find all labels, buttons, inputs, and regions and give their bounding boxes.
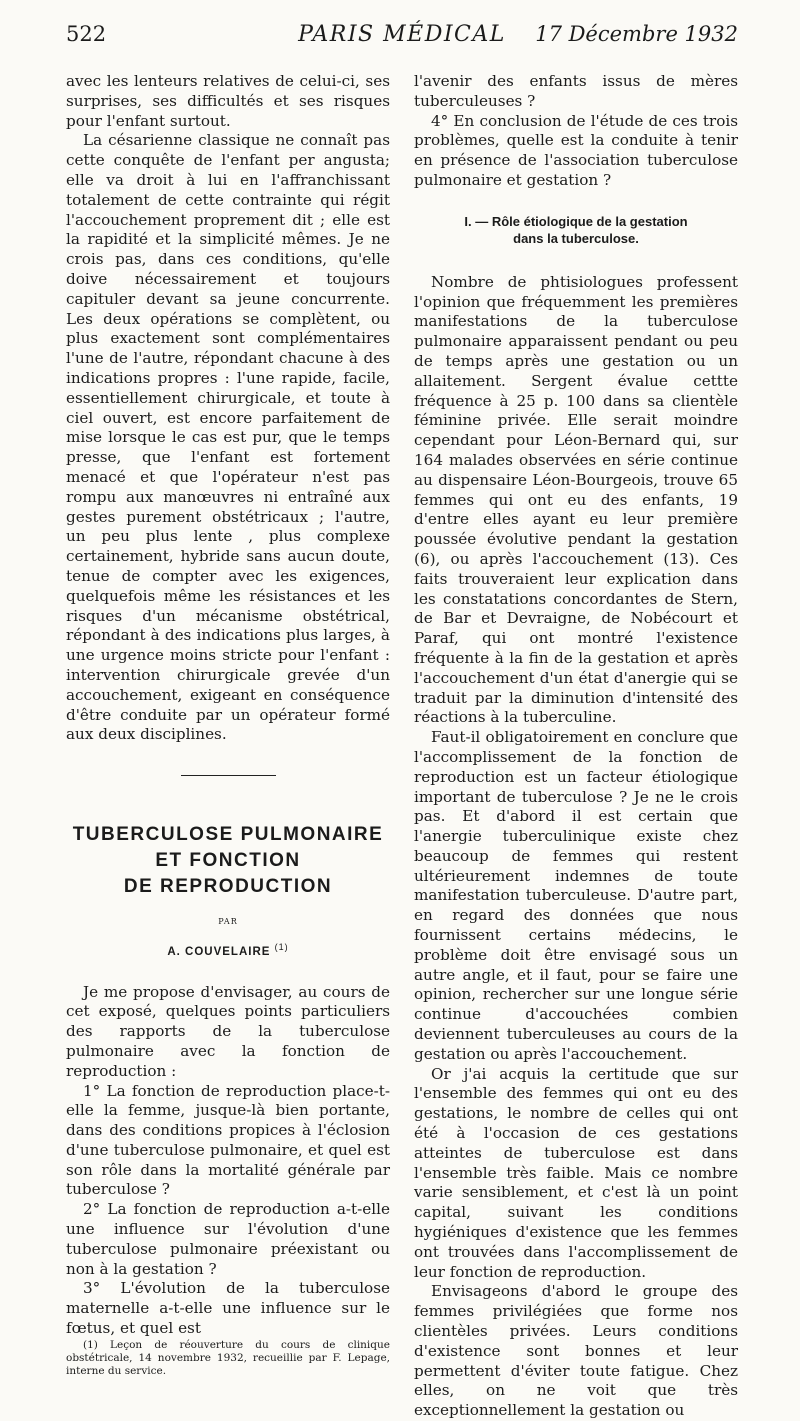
article-title-line-3: DE REPRODUCTION [123, 876, 333, 898]
page-number: 522 [66, 22, 107, 46]
left-paragraph-6: 3° L'évolution de la tuberculose maternelle a-t-elle une influence sur le fœtus, et quel est [66, 1279, 390, 1338]
article-title-line-2: ET FONCTION [155, 850, 301, 872]
byline-par: PAR [218, 917, 238, 927]
left-paragraph-1: avec les lenteurs relatives de celui-ci, ses surprises, ses difficultés et ses risques pour l'enfant surtout. [66, 72, 390, 130]
issue-date: 17 Décembre 1932 [535, 22, 738, 46]
left-paragraph-2: La césarienne classique ne connaît pas cette conquête de l'enfant per angusta; elle va droit à lui en l'affranchissant totalement de cette contrainte qui régit l'accouchement proprement dit ; elle est la rapidité et la simplicité mêmes. Je ne crois pas, dans ces conditions, qu'elle doive nécessairement et toujours capituler devant sa jeune concurrente. Les deux opérations se complètent, ou plus exactement sont complémentaires l'une de l'autre, répondant chacune à des indications propres : l'une rapide, facile, essentiellement chirurgicale, et toute à ciel ouvert, est encore parfaitement de mise lorsque le cas est pur, que le temps presse, que l'enfant est fortement menacé et que l'opérateur n'est pas rompu aux manœuvres ni entraîné aux gestes purement obstétricaux ; l'autre, un peu plus lente , plus complexe certainement, hybride sans aucun doute, tenue de compter avec les exigences, quelquefois même les résistances et les risques d'un mécanisme obstétrical, répondant à des indications plus larges, à une urgence moins stricte pour l'enfant : intervention chirurgicale grevée d'un accouchement, exigeant en conséquence d'être conduite par un opérateur formé aux deux disciplines. [66, 131, 390, 744]
left-paragraph-3: Je me propose d'envisager, au cours de cet exposé, quelques points particuliers des rapports de la tuberculose pulmonaire avec la fonction de reproduction : [66, 982, 390, 1080]
right-column [414, 72, 738, 1421]
right-paragraph-4: Faut-il obligatoirement en conclure que l'accomplissement de la fonction de reproduction est un facteur étiologique important de tuberculose ? Je ne le crois pas. Et d'abord il est certain que l'anergie tuberculinique existe chez beaucoup de femmes qui restent ultérieurement indemnes de toute manifestation tuberculeuse. D'autre part, en regard des données que nous fournissent certains médecins, le problème doit être envisagé sous un autre angle, et il faut, pour se faire une opinion, rechercher sur une longue série continue d'accouchées combien deviennent tuberculeuses au cours de la gestation ou après l'accouchement. [414, 728, 738, 1063]
left-paragraph-5: 2° La fonction de reproduction a-t-elle une influence sur l'évolution d'une tuberculose pulmonaire préexistant ou non à la gestation ? [66, 1200, 390, 1278]
section-heading [414, 213, 738, 247]
section-heading-line-2: dans la tuberculose. [513, 230, 639, 246]
author-footnote-mark: (1) [274, 941, 289, 952]
right-paragraph-5: Or j'ai acquis la certitude que sur l'ensemble des femmes qui ont eu des gestations, le nombre de celles qui ont été à l'occasion de ces gestations atteintes de tuberculose est dans l'ensemble très faible. Mais ce nombre varie sensiblement, et c'est là un point capital, suivant les conditions hygiéniques d'existence que les femmes ont trouvées dans l'accomplissement de leur fonction de reproduction. [414, 1064, 738, 1281]
left-column [66, 72, 390, 1378]
section-heading-line-1: I. — Rôle étiologique de la gestation [464, 213, 688, 229]
author-line [66, 938, 390, 963]
left-paragraph-4: 1° La fonction de reproduction place-t-elle la femme, jusque-là bien portante, dans des conditions propices à l'éclosion d'une tuberculose pulmonaire, et quel est son rôle dans la mortalité générale par tuberculose ? [66, 1081, 390, 1199]
article-title-line-1: TUBERCULOSE PULMONAIRE [72, 824, 384, 846]
journal-title: PARIS MÉDICAL [298, 22, 506, 47]
section-divider [181, 775, 276, 776]
author-name: A. COUVELAIRE [167, 945, 271, 958]
right-paragraph-6: Envisageons d'abord le groupe des femmes privilégiées que forme nos clientèles privées. Leurs conditions d'existence sont bonnes et leur permettent d'éviter toute fatigue. Chez elles, on ne voit que très exceptionnellement la gestation ou [414, 1282, 738, 1420]
right-paragraph-1: l'avenir des enfants issus de mères tuberculeuses ? [414, 72, 738, 110]
right-paragraph-2: 4° En conclusion de l'étude de ces trois problèmes, quelle est la conduite à tenir en présence de l'association tuberculose pulmonaire et gestation ? [414, 111, 738, 189]
page-header [66, 22, 738, 62]
right-paragraph-3: Nombre de phtisiologues professent l'opinion que fréquemment les premières manifestations de la tuberculose pulmonaire apparaissent pendant ou peu de temps après une gestation ou un allaitement. Sergent évalue cettte fréquence à 25 p. 100 dans sa clientèle féminine privée. Elle serait moindre cependant pour Léon-Bernard qui, sur 164 malades observées en série continue au dispensaire Léon-Bourgeois, trouve 65 femmes qui ont eu des enfants, 19 d'entre elles ayant eu leur première poussée évolutive pendant la gestation (6), ou après l'accouchement (13). Ces faits trouveraient leur explication dans les constatations concordantes de Stern, de Bar et Devraigne, de Nobécourt et Paraf, qui ont montré l'existence fréquente à la fin de la gestation et après l'accouchement d'un état d'anergie qui se traduit par la diminution d'intensité des réactions à la tuberculine. [414, 272, 738, 727]
footnote: (1) Leçon de réouverture du cours de clinique obstétricale, 14 novembre 1932, recueillie par F. Lepage, interne du service. [66, 1338, 390, 1377]
